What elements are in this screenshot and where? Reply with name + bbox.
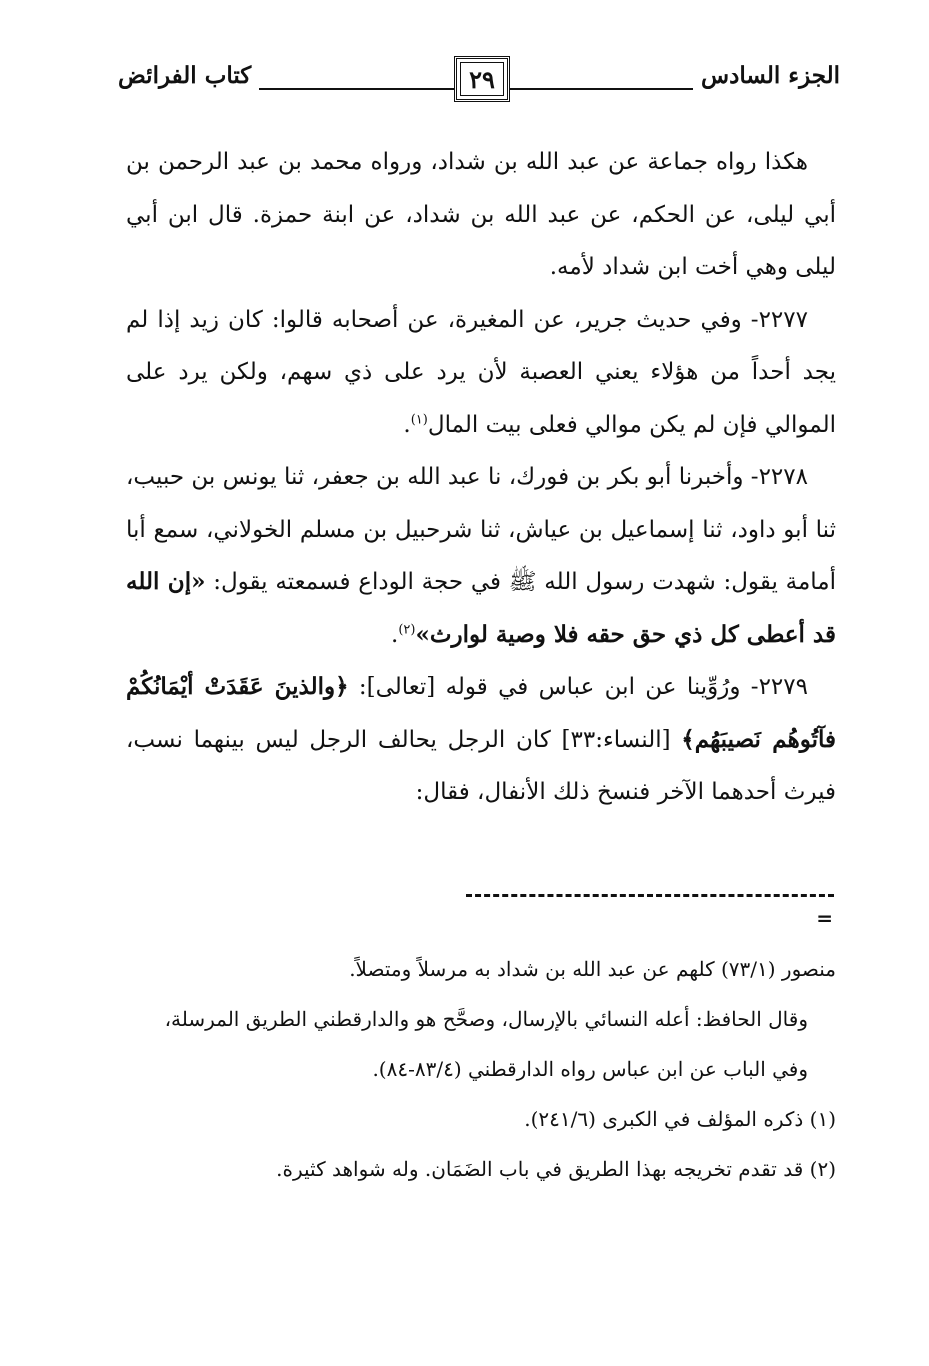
footnote-1: (١) ذكره المؤلف في الكبرى (٢٤١/٦).	[524, 1107, 836, 1131]
paragraph-2277: ٢٢٧٧- وفي حديث جرير، عن المغيرة، عن أصحابه قالوا: كان زيد إذا لم يجد أحداً من هؤلاء يعني العصبة لأن يرد على ذي سهم، ولكن يرد على الموالي فإن لم يكن موالي فعلى بيت المال$^{(١)}$.	[126, 306, 836, 438]
page-number	[454, 56, 510, 102]
paragraph-2279-text-end: [النساء:٣٣] كان الرجل يحالف الرجل ليس بينهما نسب، فيرث أحدهما الآخر فنسخ ذلك الأنفال، فقال:	[126, 726, 836, 805]
paragraph-2278: ٢٢٧٨- وأخبرنا أبو بكر بن فورك، نا عبد الله بن جعفر، ثنا يونس بن حبيب، ثنا أبو داود، ثنا إسماعيل بن عياش، ثنا شرحبيل بن مسلم الخولاني، سمع أبا أمامة يقول: شهدت رسول الله ﷺ في حجة الوداع فسمعته يقول: «إن الله قد أعطى كل ذي حق حقه فلا وصية لوارث»$^{(٢)}$.	[126, 464, 836, 648]
paragraph-2278-text: ٢٢٧٨- وأخبرنا أبو بكر بن فورك، نا عبد الله بن جعفر، ثنا يونس بن حبيب، ثنا أبو داود، ثنا إسماعيل بن عياش، ثنا شرحبيل بن مسلم الخولاني، سمع أبا أمامة يقول: شهدت رسول الله ﷺ في حجة الوداع فسمعته يقول:	[126, 464, 836, 595]
quran-verse: ﴿والذينَ عَقَدَتْ أيْمَانُكُمْ فآتُوهُم نَصيبَهُم﴾	[126, 673, 837, 753]
book-title: كتاب الفرائض	[118, 60, 259, 92]
footnote-ref-2: (٢)	[398, 621, 416, 637]
footnote-continued-line-2: وقال الحافظ: أعله النسائي بالإرسال، وصحَّح هو والدارقطني الطريق المرسلة، وفي الباب عن ابن عباس رواه الدارقطني (٨٣/٤-٨٤).	[164, 1007, 808, 1081]
paragraph-1: هكذا رواه جماعة عن عبد الله بن شداد، ورواه محمد بن عبد الرحمن بن أبي ليلى، عن الحكم، عن عبد الله بن شداد، عن ابنة حمزة. قال ابن أبي ليلى وهي أخت ابن شداد لأمه.	[126, 149, 836, 280]
hadith-quote: «إن الله قد أعطى كل ذي حق حقه فلا وصية لوارث»	[126, 568, 836, 648]
footnote-separator	[466, 894, 834, 897]
footnote-continuation-mark: =	[816, 906, 833, 930]
paragraph-2279-text-start: ٢٢٧٩- ورُوِّينا عن ابن عباس في قوله [تعالى]:	[348, 674, 808, 700]
footnotes	[126, 944, 836, 1194]
footnote-ref-1: (١)	[410, 411, 428, 427]
footnote-continued-line-1: منصور (٧٣/١) كلهم عن عبد الله بن شداد به مرسلاً ومتصلاً.	[349, 957, 836, 981]
paragraph-2277-text: ٢٢٧٧- وفي حديث جرير، عن المغيرة، عن أصحابه قالوا: كان زيد إذا لم يجد أحداً من هؤلاء يعني العصبة لأن يرد على ذي سهم، ولكن يرد على الموالي فإن لم يكن موالي فعلى بيت المال	[126, 306, 836, 438]
main-text	[126, 136, 836, 819]
page-number-value: ٢٩	[469, 64, 495, 94]
paragraph-2279	[126, 661, 836, 819]
volume-title: الجزء السادس	[693, 60, 840, 92]
page-header	[118, 48, 840, 112]
footnote-2: (٢) قد تقدم تخريجه بهذا الطريق في باب الضَمَان. وله شواهد كثيرة.	[276, 1157, 836, 1181]
